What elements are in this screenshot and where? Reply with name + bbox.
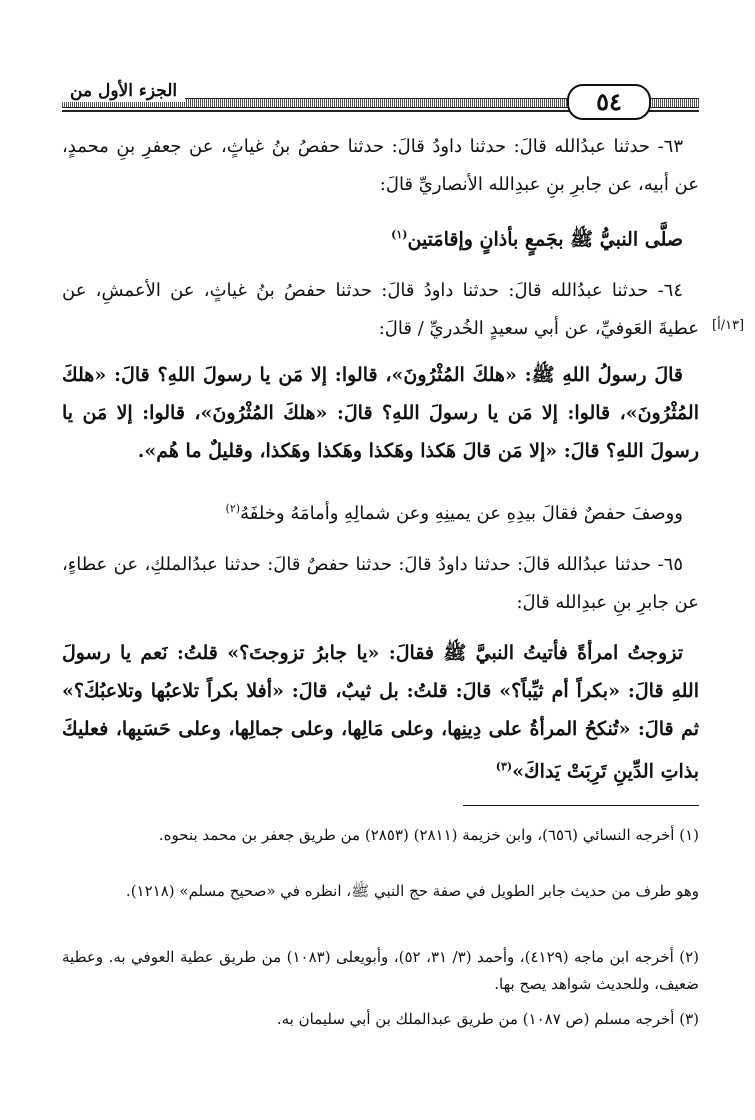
footnote-separator bbox=[463, 805, 699, 806]
footnote-3: (٣) أخرجه مسلم (ص ١٠٨٧) من طريق عبدالملك بن أبي سليمان به. bbox=[276, 1010, 699, 1028]
margin-note: [١٣/أ] bbox=[712, 318, 745, 333]
footnote-1-continued: وهو طرف من حديث جابر الطويل في صفة حج النبي ﷺ، انظره في «صحيح مسلم» (١٢١٨). bbox=[125, 882, 699, 900]
footnote-1: (١) أخرجه النسائي (٦٥٦)، وابن خزيمة (٢٨١١) (٢٨٥٣) من طريق جعفر بن محمد بنحوه. bbox=[158, 826, 699, 844]
hadith-63-matn: صلَّى النبيُّ ﷺ بجَمعٍ بأذانٍ وإقامَتين$^{(١)}$ bbox=[391, 228, 683, 251]
page-number: ٥٤ bbox=[567, 84, 651, 120]
running-title: الجزء الأول من bbox=[62, 80, 185, 102]
hadith-65-matn: تزوجتُ امرأةً فأتيتُ النبيَّ ﷺ فقالَ: «يا جابرُ تزوجتَ؟» قلتُ: نَعم يا رسولَ اللهِ قالَ: «بكراً أم ثيِّباً؟» قالَ: قلتُ: بل ثيبٌ، قالَ: «أفلا بكراً تلاعبُها وتلاعبُكَ؟» ثم قالَ: «تُنكحُ المرأةُ على دِينِها، وعلى مَالِها، وعلى جمالِها، وعلى حَسَبِها، فعليكَ بذاتِ الدِّينِ تَرِبَتْ يَداكَ»$^{(٣)}$ bbox=[62, 642, 699, 783]
hadith-64-isnad: ٦٤- حدثنا عبدُالله قالَ: حدثنا داودُ قالَ: حدثنا حفصُ بنُ غياثٍ، عن الأعمشِ، عن عطيةَ العَوفيِّ، عن أبي سعيدٍ الخُدريِّ / قالَ: bbox=[62, 280, 699, 339]
hadith-64-matn: قالَ رسولُ اللهِ ﷺ: «هلكَ المُثْرُونَ»، قالوا: إلا مَن يا رسولَ اللهِ؟ قالَ: «هلكَ المُثْرُونَ»، قالوا: إلا مَن يا رسولَ اللهِ؟ قالَ: «هلكَ المُثْرُونَ»، قالوا: إلا مَن يا رسولَ اللهِ؟ قالَ: «إلا مَن قالَ هَكذا وهَكذا وهَكذا وهَكذا، وقليلٌ ما هُم». bbox=[62, 364, 699, 462]
footnote-ref: (٢) bbox=[225, 502, 241, 515]
footnote-ref: (١) bbox=[391, 228, 408, 241]
hadith-64-description: ووصفَ حفصٌ فقالَ بيدِهِ عن يمينِهِ وعن شمالِهِ وأمامَهُ وخلفَهُ$^{(٢)}$ bbox=[225, 502, 683, 524]
footnote-ref: (٣) bbox=[495, 760, 513, 773]
footnote-2: (٢) أخرجه ابن ماجه (٤١٢٩)، وأحمد (٣/ ٣١، ٥٢)، وأبويعلى (١٠٨٣) من طريق عطية العوفي به. وعطية ضعيف، وللحديث شواهد يصح بها. bbox=[62, 948, 700, 993]
page-header bbox=[62, 80, 699, 122]
hadith-65-isnad: ٦٥- حدثنا عبدُالله قالَ: حدثنا داودُ قالَ: حدثنا حفصٌ قالَ: حدثنا عبدُالملكِ، عن عطاءٍ، عن جابرِ بنِ عبدِالله قالَ: bbox=[62, 554, 699, 613]
hadith-63-isnad: ٦٣- حدثنا عبدُالله قالَ: حدثنا داودُ قالَ: حدثنا حفصُ بنُ غياثٍ، عن جعفرِ بنِ محمدٍ، عن أبيه، عن جابرِ بنِ عبدِالله الأنصاريِّ قالَ: bbox=[62, 136, 699, 195]
